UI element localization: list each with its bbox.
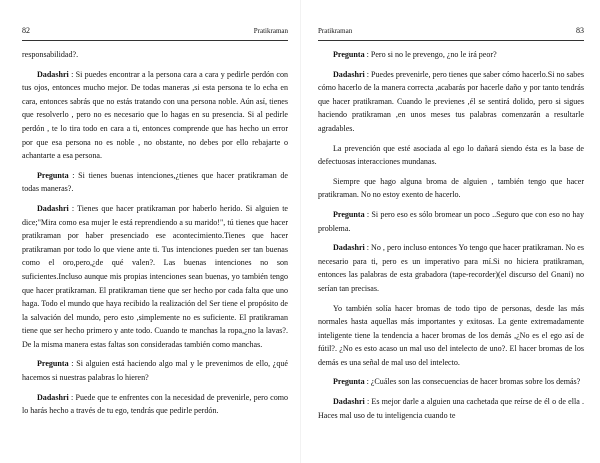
paragraph-text: Yo también solía hacer bromas de todo tipo de personas, desde las más normales hasta aquellas más importantes y exitosas. La gente extremadamente inteligente tiene la tendencia a hacer bromas de los demás ,¿No es el ego así de fútil?. ¿No es esto acaso un mal uso del intelecto de uno?. El hacer bromas de los demás es una señal de mal uso del intelecto. [318,303,584,367]
paragraph [318,142,584,169]
paragraph-text: : Si alguien está haciendo algo mal y le prevenimos de ello, ¿qué hacemos si nuestras palabras lo hieren? [22,359,289,383]
speaker-label: Dadashri [333,69,365,79]
left-running-title: Pratikraman [253,27,288,35]
paragraph [318,375,584,389]
speaker-label: Dadashri [37,203,69,213]
paragraph-text: : Si puedes encontrar a la persona cara a cara y pedirle perdón con tus ojos, entonces mucho mejor. De todas maneras ,si esta persona te lo echa en cara, entonces sabrás que no estás tratando con una persona noble. Aún así, tienes que resolverlo , pero no es necesario que lo hagas en su presencia. Si al pedirle perdón , te lo tira todo en cara a ti, entonces comprende que has hecho un error por que esa persona no es noble , no obstante, no debes por ello rebajarte o achantarte a esa persona. [22,69,288,161]
right-page-body [318,48,584,422]
paragraph [318,68,584,136]
left-page [22,0,288,463]
right-page-header [318,26,584,40]
speaker-label: Dadashri [333,397,365,407]
paragraph-text: : Si pero eso es sólo bromear un poco ..Seguro que con eso no hay problema. [318,209,584,233]
paragraph [318,241,584,295]
paragraph-text: : Puedes prevenirle, pero tienes que saber cómo hacerlo.Si no sabes cómo hacerlo de la manera correcta ,acabarás por hacerle daño y por tanto tendrás que hacer pratikraman. Cuando le previenes ,él se sentirá dolido, pero si sigues haciendo pratikraman ,en unos meses tus palabras comenzarán a resultarle agradables. [318,69,584,133]
right-page [318,0,584,463]
speaker-label: Dadashri [37,69,69,79]
paragraph [318,48,584,62]
paragraph [22,391,288,418]
spine-gutter [300,0,301,463]
right-running-title: Pratikraman [318,27,353,35]
paragraph [318,302,584,370]
paragraph-text: : Tienes que hacer pratikraman por haberlo herido. Si alguien te dice;"Mira como esa mujer le está reprendiendo a su marido!", tú tienes que hacer pratikraman por haber presenciado ese acontecimiento.Tienes que hacer pratikraman por todo lo que viene ante ti. Tus intenciones pueden ser tan buenas como el oro,pero,¿de qué valen?. Las buenas intenciones no son suficientes.Incluso aunque mis propias intenciones sean buenas, yo también tengo que hacer pratikraman. El pratikraman tiene que ser hecho por cada falta que uno haga. Todo el mundo que haya recibido la realización del Ser tiene el propósito de la salvación del mundo, pero esto ,simplemente no es suficiente. El pratikraman tiene que ser hecho primero y ante todo. Cuando te manchas la ropa,¿no la lavas?. De la misma manera estas faltas son consideradas también como manchas. [22,203,288,349]
right-page-number: 83 [576,26,584,35]
paragraph [318,175,584,202]
paragraph-text: : Puede que te enfrentes con la necesidad de prevenirle, pero como lo harás hecho a través de tu ego, tendrás que pedirle perdón. [22,392,288,416]
left-page-number: 82 [22,26,30,35]
paragraph-text: : Es mejor darle a alguien una cachetada que reírse de él o de ella . Haces mal uso de tu inteligencia cuando te [318,397,584,420]
speaker-label: Pregunta [333,377,365,387]
paragraph-text: : No , pero incluso entonces Yo tengo que hacer pratikraman. No es necesario para ti, pero es un imperativo para mí.Si no hiciera pratikraman, entonces las palabras de esta grabadora (tape-recorder)(el discurso del Gnani) no serían tan precisas. [318,243,584,293]
paragraph [318,395,584,422]
paragraph [22,169,288,196]
right-header-rule [318,40,584,41]
paragraph [318,208,584,235]
left-page-header [22,26,288,40]
paragraph-text: La prevención que esté asociada al ego lo dañará siendo ésta es la base de defectuosas interacciones mundanas. [318,143,584,167]
left-page-body [22,48,288,418]
paragraph [22,202,288,352]
paragraph [22,68,288,163]
speaker-label: Pregunta [37,359,69,369]
speaker-label: Pregunta [333,50,365,59]
left-header-rule [22,40,288,41]
paragraph [22,357,288,384]
speaker-label: Pregunta [333,209,365,219]
speaker-label: Pregunta [37,170,69,180]
speaker-label: Dadashri [37,392,69,402]
paragraph-text: : Pero si no le prevengo, ¿no le irá peor? [366,50,497,59]
paragraph-text: : Si tienes buenas intenciones,¿tienes que hacer pratikraman de todas maneras?. [22,170,288,194]
paragraph-text: : ¿Cuáles son las consecuencias de hacer bromas sobre los demás? [366,377,581,387]
paragraph-text: Siempre que hago alguna broma de alguien , también tengo que hacer pratikraman. No no estoy exento de hacerlo. [318,176,584,200]
speaker-label: Dadashri [333,243,365,253]
paragraph-text: responsabilidad?. [22,50,79,59]
paragraph [22,48,288,62]
